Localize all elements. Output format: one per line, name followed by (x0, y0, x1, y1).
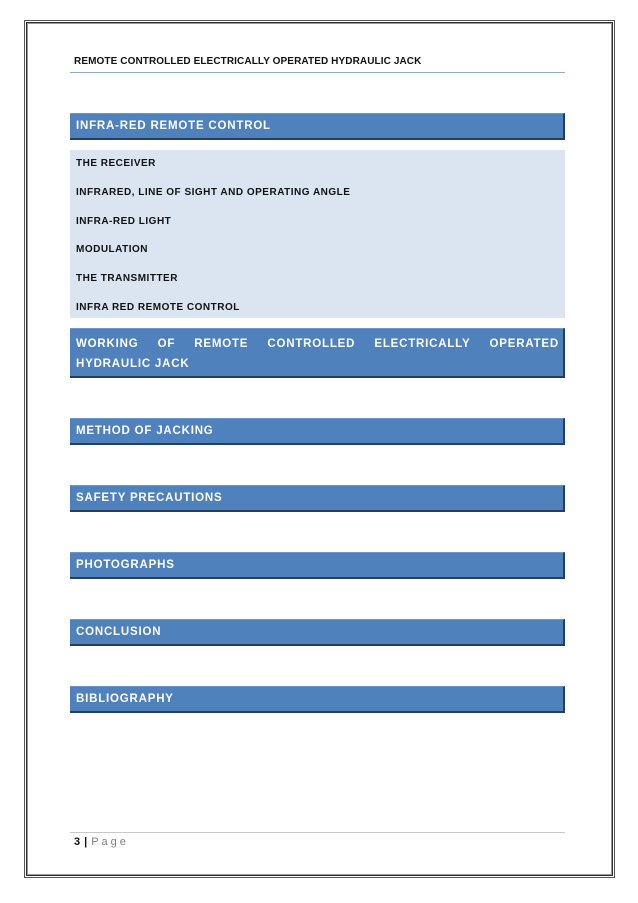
heading-infrared-remote-control (70, 113, 565, 140)
header-rule (70, 72, 565, 73)
heading-word: ELECTRICALLY (374, 338, 471, 350)
heading-photographs (70, 552, 565, 579)
running-header: REMOTE CONTROLLED ELECTRICALLY OPERATED HYDRAULIC JACK (74, 56, 422, 67)
infrared-subtopic-list (70, 150, 565, 318)
heading-bibliography (70, 686, 565, 713)
heading-label: CONCLUSION (76, 626, 162, 638)
heading-line-2: HYDRAULIC JACK (76, 358, 190, 370)
heading-working (70, 328, 565, 378)
heading-label: PHOTOGRAPHS (76, 559, 175, 571)
list-item: THE RECEIVER (76, 158, 156, 169)
heading-label: INFRA-RED REMOTE CONTROL (76, 120, 271, 132)
footer-separator: | (84, 836, 88, 848)
page-word: Page (91, 836, 129, 848)
heading-method-of-jacking (70, 418, 565, 445)
heading-word: CONTROLLED (267, 338, 356, 350)
list-item: INFRA RED REMOTE CONTROL (76, 301, 240, 313)
heading-word: WORKING (76, 338, 139, 350)
heading-line-1 (76, 334, 559, 354)
heading-conclusion (70, 619, 565, 646)
heading-label: SAFETY PRECAUTIONS (76, 492, 223, 504)
list-item: INFRARED, LINE OF SIGHT AND OPERATING ANGLE (76, 186, 351, 198)
list-item: MODULATION (76, 244, 149, 256)
heading-word: OPERATED (489, 338, 559, 350)
heading-label: METHOD OF JACKING (76, 425, 214, 437)
list-item: THE TRANSMITTER (76, 273, 178, 285)
page-footer (74, 836, 129, 848)
page-number: 3 (74, 836, 81, 848)
heading-word: REMOTE (194, 338, 249, 350)
heading-word: OF (157, 338, 176, 350)
heading-label: BIBLIOGRAPHY (76, 693, 174, 705)
footer-rule (70, 832, 565, 833)
heading-safety-precautions (70, 485, 565, 512)
list-item: INFRA-RED LIGHT (76, 215, 172, 227)
